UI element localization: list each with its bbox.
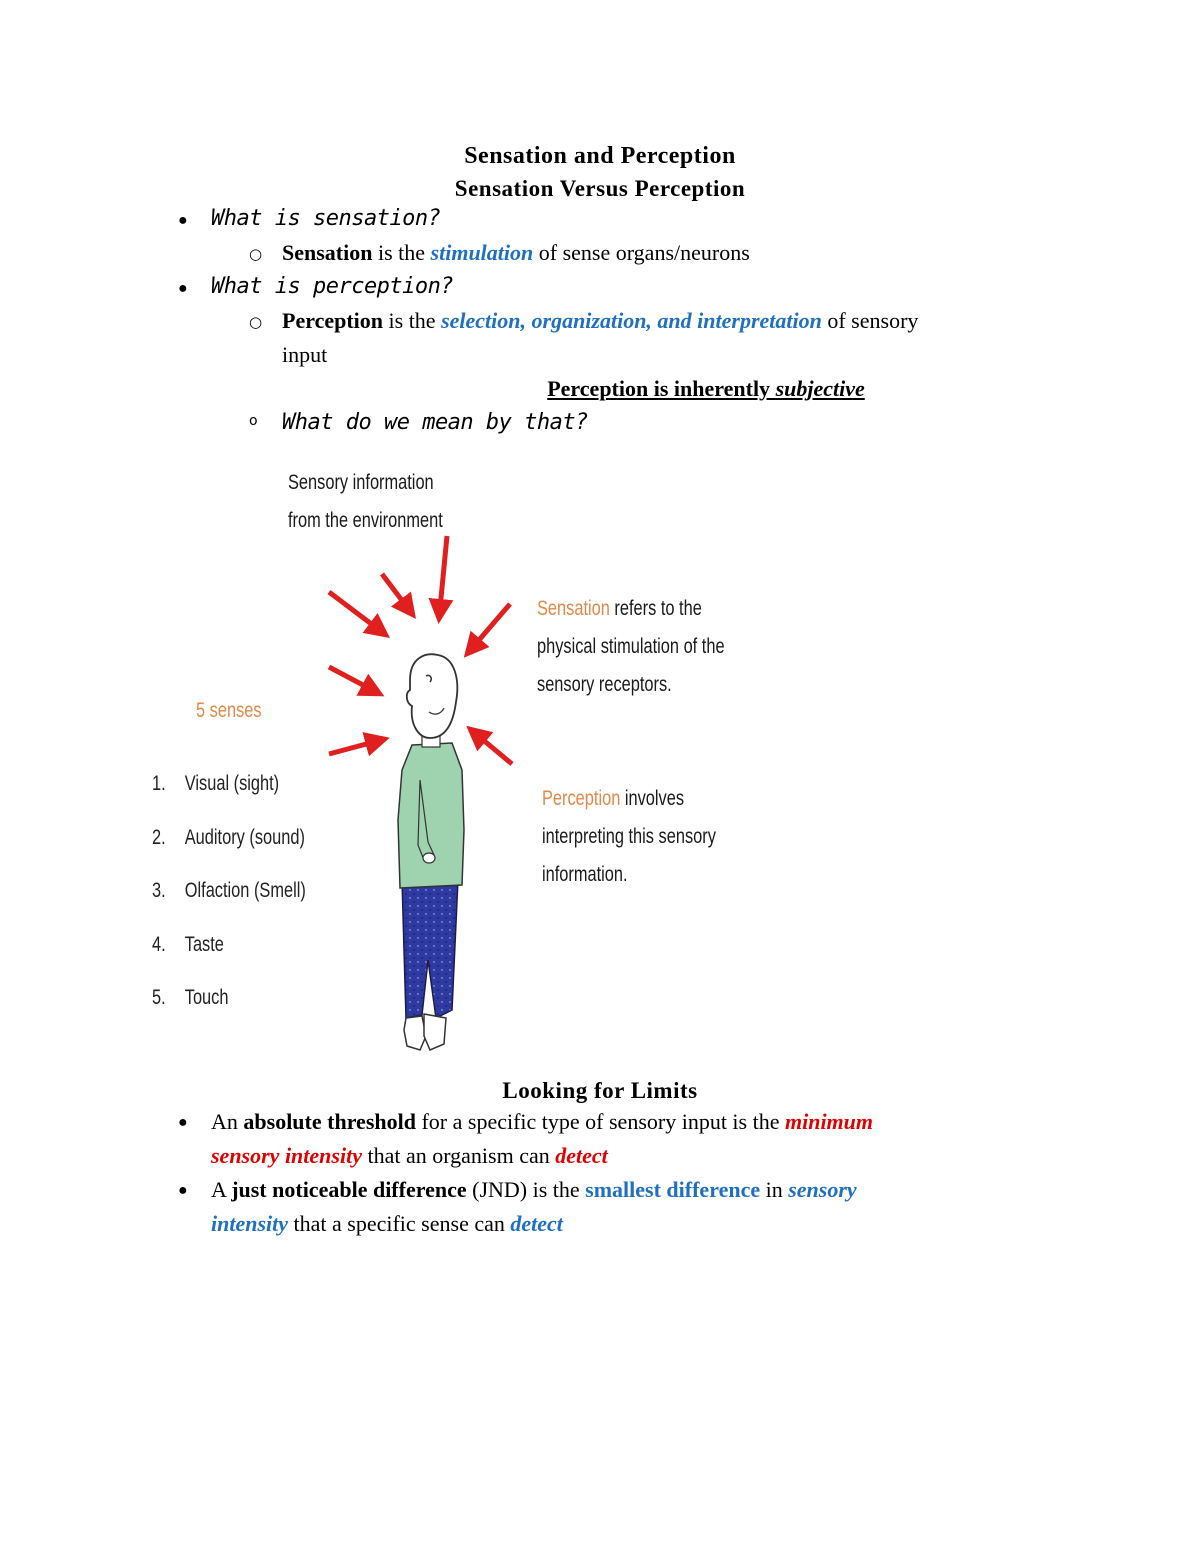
senses-title: 5 senses [196,699,262,722]
keyword-detect: detect [555,1143,608,1168]
term-absolute-threshold: absolute threshold [243,1109,416,1134]
sense-item [152,772,306,826]
jnd-line1 [211,1175,857,1205]
sensation-line: physical stimulation of the [537,635,725,658]
shoe-right [424,1014,446,1050]
hand [423,853,435,863]
question-text: What is sensation? [211,206,441,231]
keyword-intensity: intensity [211,1211,289,1236]
keyword-sensory-intensity: sensory intensity [211,1143,362,1168]
pants [402,880,458,1018]
perception-caption [542,780,716,894]
sense-label: Visual (sight) [184,772,280,795]
text-fragment: (JND) is the [466,1177,586,1202]
sense-number: 5. [152,986,166,1009]
shoe-left [404,1016,426,1050]
keyword-stimulation: stimulation [430,240,534,265]
text-fragment: is the [372,240,431,265]
section-title: Sensation Versus Perception [454,176,746,201]
bullet-dot-icon: ● [178,280,188,297]
circle-bullet-icon: ○ [249,313,263,331]
shirt [398,743,464,888]
sense-item [152,933,306,987]
page-title: Sensation and Perception [464,143,736,169]
keyword-selection: selection, organization, and interpretation [441,308,822,333]
sense-label: Taste [184,932,224,956]
bullet-dot-icon: ● [178,212,188,229]
env-line: Sensory information [288,471,434,494]
sense-label: Olfaction (Smell) [184,879,306,902]
text-fragment: for a specific type of sensory input is the [415,1109,785,1134]
absolute-threshold-line1 [211,1107,873,1137]
sense-number: 1. [152,772,166,795]
text-fragment: that an organism can [361,1143,556,1168]
text-fragment: An [211,1109,244,1134]
text-fragment: refers to the [609,597,702,620]
text-fragment: A [211,1177,232,1202]
env-line: from the environment [288,509,443,532]
question-text: What do we mean by that? [282,410,588,435]
person-illustration [398,654,464,1050]
text-fragment: of sense organs/neurons [533,240,750,265]
sense-label: Auditory (sound) [184,825,305,849]
bullet-dot-icon: ● [178,1114,188,1131]
arrow-left [329,667,380,694]
circle-bullet-icon: o [249,413,258,429]
perception-line: interpreting this sensory [542,825,716,848]
term-sensation: Sensation [282,240,373,265]
sense-label: Touch [184,986,229,1009]
sensation-line: sensory receptors. [537,673,672,696]
keyword-minimum: minimum [784,1109,874,1134]
arrow-upper-left [329,592,386,635]
sense-item [152,826,306,880]
head [407,654,458,738]
sense-item [152,879,306,933]
term-perception: Perception [282,308,384,333]
keyword-subjective: subjective [775,376,865,401]
text-fragment: is the [383,308,442,333]
sense-number: 4. [152,932,166,956]
sensation-caption [537,590,725,704]
keyword-sensory: sensory [788,1177,857,1202]
question-text: What is perception? [211,274,454,299]
jnd-line2 [211,1209,563,1239]
sense-item [152,986,306,1040]
arrow-lower-right [470,729,512,764]
perception-word: Perception [542,787,621,810]
text-fragment: of sensory [821,308,919,333]
bullet-dot-icon: ● [178,1182,188,1199]
arrow-lower-left [329,739,385,754]
limits-heading: Looking for Limits [502,1078,698,1103]
circle-bullet-icon: ○ [249,245,263,263]
keyword-smallest-difference: smallest difference [585,1177,761,1202]
perception-line: information. [542,863,628,886]
text-fragment: in [760,1177,789,1202]
absolute-threshold-line2 [211,1141,608,1171]
text-fragment: that a specific sense can [288,1211,511,1236]
perception-line [542,780,716,818]
arrow-top [439,536,447,619]
sensation-word: Sensation [537,597,610,620]
sensation-line [537,590,725,628]
arrow-upper-right [467,604,510,654]
arrow-top-left [382,574,413,615]
subjective-lead: Perception is inherently [547,376,776,401]
text-fragment: involves [620,787,685,810]
sense-number: 2. [152,825,166,849]
answer-perception-cont: input [282,342,328,367]
keyword-detect: detect [510,1211,563,1236]
env-caption [288,464,443,540]
sense-number: 3. [152,879,166,902]
senses-list [152,772,306,1040]
term-jnd: just noticeable difference [231,1177,467,1202]
